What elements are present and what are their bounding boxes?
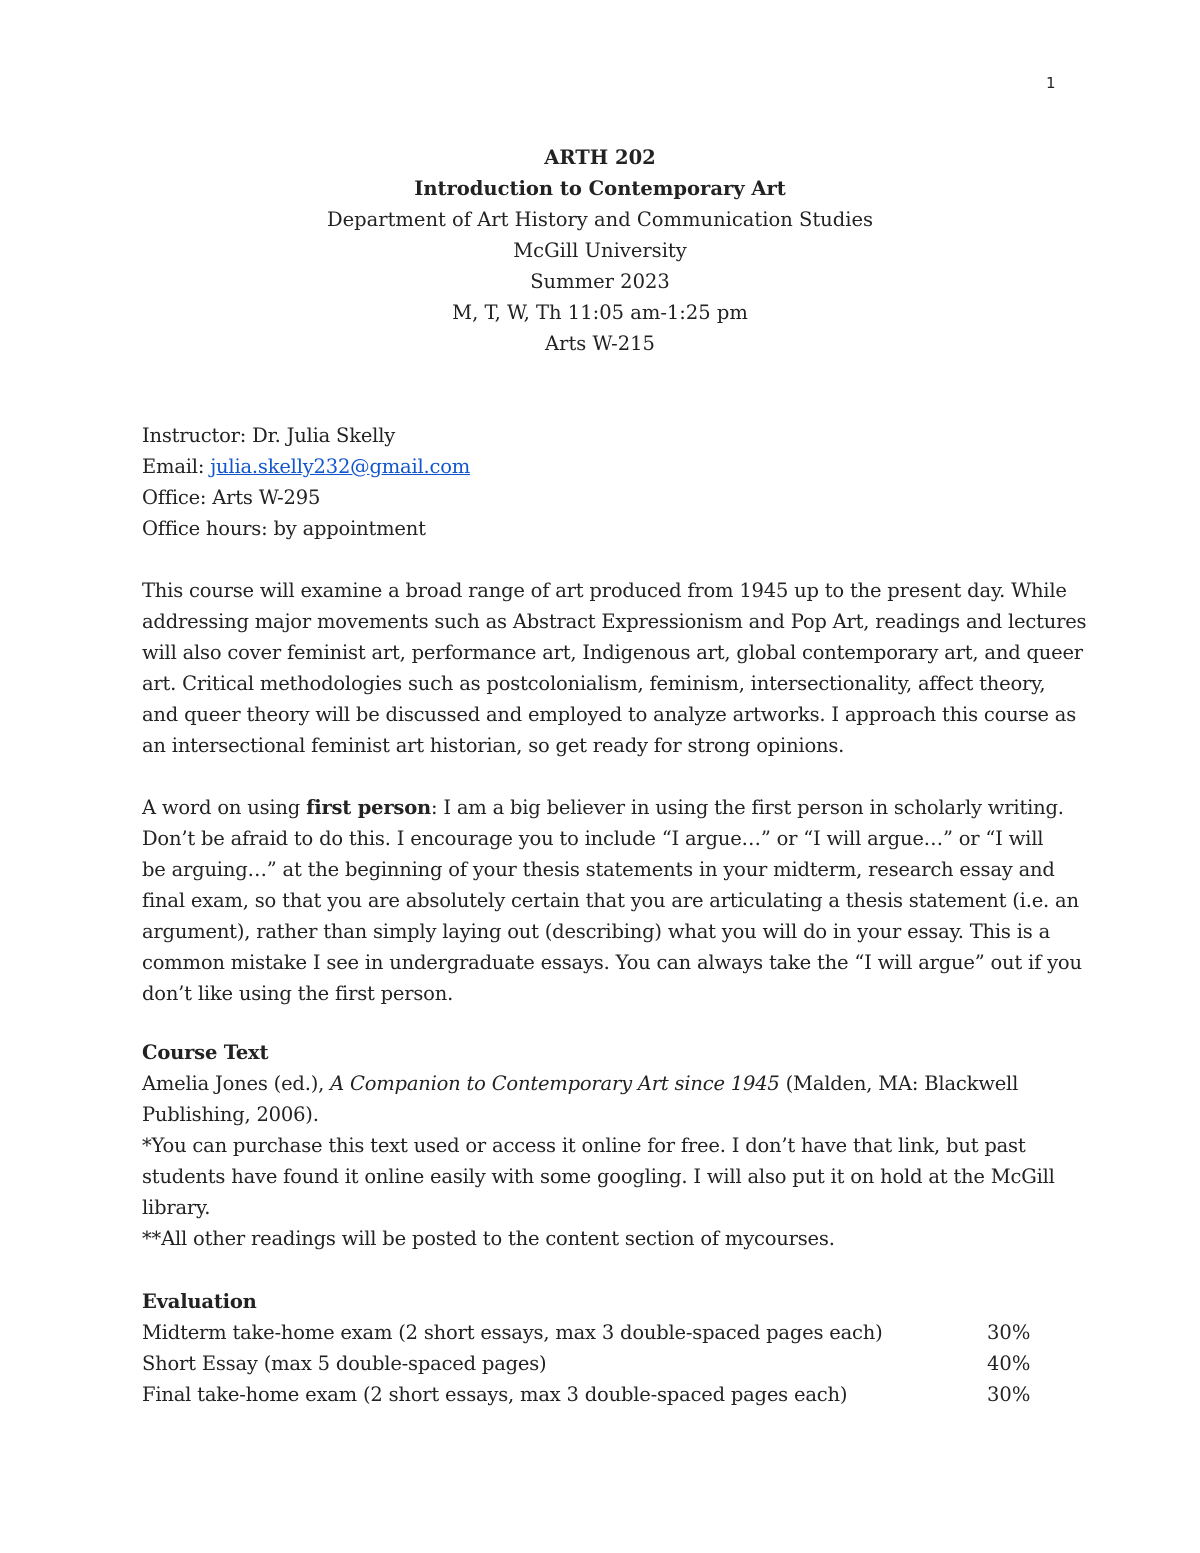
email-line (142, 451, 470, 482)
first-person-suffix: : I am a big believer in using the first person in scholarly writing. (430, 796, 1064, 819)
evaluation-item-weight: 30% (987, 1321, 1031, 1344)
email-label: Email: (142, 455, 211, 478)
first-person-line: argument), rather than simply laying out (describing) what you will do in your essay. This is a (142, 920, 1050, 943)
room: Arts W-215 (545, 332, 655, 355)
office-line: Office: Arts W-295 (142, 486, 321, 509)
intro-line: an intersectional feminist art historian, so get ready for strong opinions. (142, 734, 845, 757)
department: Department of Art History and Communication Studies (326, 208, 874, 231)
evaluation-item-label: Final take-home exam (2 short essays, max 3 double-spaced pages each) (142, 1383, 848, 1406)
intro-line: and queer theory will be discussed and employed to analyze artworks. I approach this course as (142, 703, 1076, 726)
evaluation-item-weight: 40% (987, 1352, 1031, 1375)
first-person-line: final exam, so that you are absolutely certain that you are articulating a thesis statement (i.e. an (142, 889, 1079, 912)
course-title: Introduction to Contemporary Art (414, 177, 786, 200)
course-text-note: **All other readings will be posted to the content section of mycourses. (142, 1227, 835, 1250)
course-code: ARTH 202 (544, 146, 656, 169)
first-person-line: Don’t be afraid to do this. I encourage you to include “I argue…” or “I will argue…” or “I will (142, 827, 1044, 850)
evaluation-item-label: Midterm take-home exam (2 short essays, max 3 double-spaced pages each) (142, 1321, 883, 1344)
schedule: M, T, W, Th 11:05 am-1:25 pm (452, 301, 748, 324)
office-hours-line: Office hours: by appointment (142, 517, 426, 540)
intro-line: addressing major movements such as Abstract Expressionism and Pop Art, readings and lectures (142, 610, 1087, 633)
first-person-line (142, 792, 1064, 823)
instructor-line: Instructor: Dr. Julia Skelly (142, 424, 396, 447)
intro-line: will also cover feminist art, performance art, Indigenous art, global contemporary art, and queer (142, 641, 1083, 664)
citation-suffix: (Malden, MA: Blackwell (779, 1072, 1019, 1095)
term: Summer 2023 (530, 270, 670, 293)
course-text-citation (142, 1068, 1018, 1099)
intro-line: art. Critical methodologies such as postcolonialism, feminism, intersectionality, affect theory, (142, 672, 1046, 695)
evaluation-heading: Evaluation (142, 1290, 257, 1313)
citation-prefix: Amelia Jones (ed.), (142, 1072, 331, 1095)
university: McGill University (513, 239, 687, 262)
course-text-note: library. (142, 1196, 211, 1219)
first-person-line: common mistake I see in undergraduate essays. You can always take the “I will argue” out if you (142, 951, 1082, 974)
first-person-prefix: A word on using (142, 796, 307, 819)
email-link[interactable]: julia.skelly232@gmail.com (210, 455, 471, 478)
course-text-note: *You can purchase this text used or access it online for free. I don’t have that link, but past (142, 1134, 1026, 1157)
intro-line: This course will examine a broad range of art produced from 1945 up to the present day. While (142, 579, 1067, 602)
course-text-heading: Course Text (142, 1041, 269, 1064)
citation-title: A Companion to Contemporary Art since 1945 (330, 1072, 780, 1095)
first-person-line: don’t like using the first person. (142, 982, 454, 1005)
first-person-bold: first person (306, 796, 431, 819)
evaluation-item-label: Short Essay (max 5 double-spaced pages) (142, 1352, 547, 1375)
evaluation-item-weight: 30% (987, 1383, 1031, 1406)
course-text-note: students have found it online easily with some googling. I will also put it on hold at the McGill (142, 1165, 1055, 1188)
course-header (0, 142, 1200, 359)
page-number: 1 (1046, 74, 1056, 92)
first-person-line: be arguing…” at the beginning of your thesis statements in your midterm, research essay and (142, 858, 1055, 881)
course-text-citation-line2: Publishing, 2006). (142, 1103, 319, 1126)
